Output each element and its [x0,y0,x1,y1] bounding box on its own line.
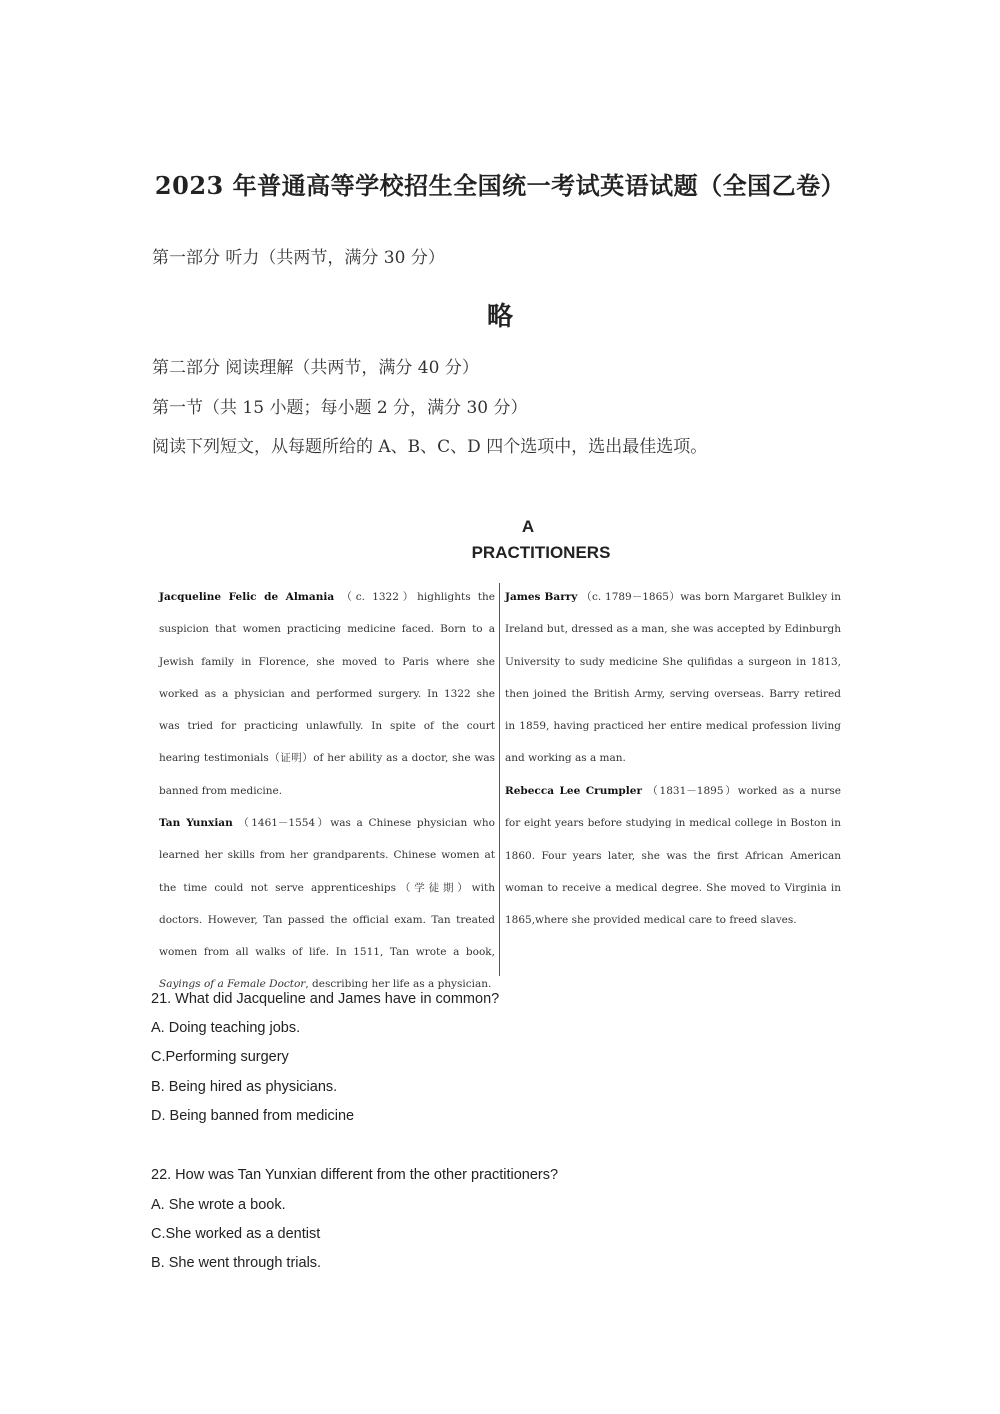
question-21-option[interactable]: B. Being hired as physicians. [151,1079,338,1095]
entry-tan-yunxian [159,807,495,1001]
section1-heading: 第一节（共 15 小题；每小题 2 分，满分 30 分） [152,398,528,418]
question-21-option[interactable]: C.Performing surgery [151,1049,289,1065]
entry-text-end: , describing her life as a physician. [305,978,492,991]
book-title: Sayings of a Female Doctor [159,978,306,991]
question-21-option[interactable]: D. Being banned from medicine [151,1108,355,1124]
omitted-mark: 略 [486,302,513,332]
entry-text: （c. 1789－1865）was born Margaret Bulkley in Ireland but, dressed as a man, she was accepted by Edinburgh University to sudy medicine She qulifidas a surgeon in 1813, then joined the British Army, serving overseas. Barry retired in 1859, having practiced her entire medical profession living and working as a man. [505,591,841,765]
question-22-option[interactable]: A. She wrote a book. [151,1197,286,1213]
question-21-stem: 21. What did Jacqueline and James have in common? [151,991,500,1007]
document-title: 2023 年普通高等学校招生全国统一考试英语试题（全国乙卷） [154,171,846,200]
passage-title: PRACTITIONERS [471,543,611,562]
entry-jacqueline [159,581,495,807]
part2-heading: 第二部分 阅读理解（共两节，满分 40 分） [152,358,479,378]
entry-name: Jacqueline Felic de Almania [159,591,335,603]
entry-name: Tan Yunxian [159,817,233,829]
column-divider [499,583,500,976]
question-22-option[interactable]: B. She went through trials. [151,1255,322,1271]
entry-text: （c. 1322）highlights the suspicion that women practicing medicine faced. Born to a Jewish family in Florence, she moved to Paris where she worked as a physician and performed surgery. In 1322 she was tried for practicing unlawfully. In spite of the court hearing testimonials（证明）of her ability as a doctor, she was banned from medicine. [159,591,495,797]
part1-heading: 第一部分 听力（共两节，满分 30 分） [152,248,445,268]
entry-rebecca-crumpler [505,775,841,936]
passage-letter: A [521,517,535,536]
entry-name: Rebecca Lee Crumpler [505,785,642,797]
entry-name: James Barry [505,591,578,603]
entry-james-barry [505,581,841,775]
entry-text: （1831－1895）worked as a nurse for eight years before studying in medical college in Boston in 1860. Four years later, she was the first African American woman to receive a medical degree. She moved to Virginia in 1865,where she provided medical care to freed slaves. [505,785,842,927]
instructions: 阅读下列短文，从每题所给的 A、B、C、D 四个选项中，选出最佳选项。 [152,437,708,457]
entry-text: （1461－1554）was a Chinese physician who learned her skills from her grandparents. Chinese women at the time could not serve apprenticeships（学徒期）with doctors. However, Tan passed the official exam. Tan treated women from all walks of life. In 1511, Tan wrote a book, [159,817,495,959]
question-21-option[interactable]: A. Doing teaching jobs. [151,1020,301,1036]
question-22-stem: 22. How was Tan Yunxian different from the other practitioners? [151,1167,559,1183]
question-22-option[interactable]: C.She worked as a dentist [151,1226,321,1242]
